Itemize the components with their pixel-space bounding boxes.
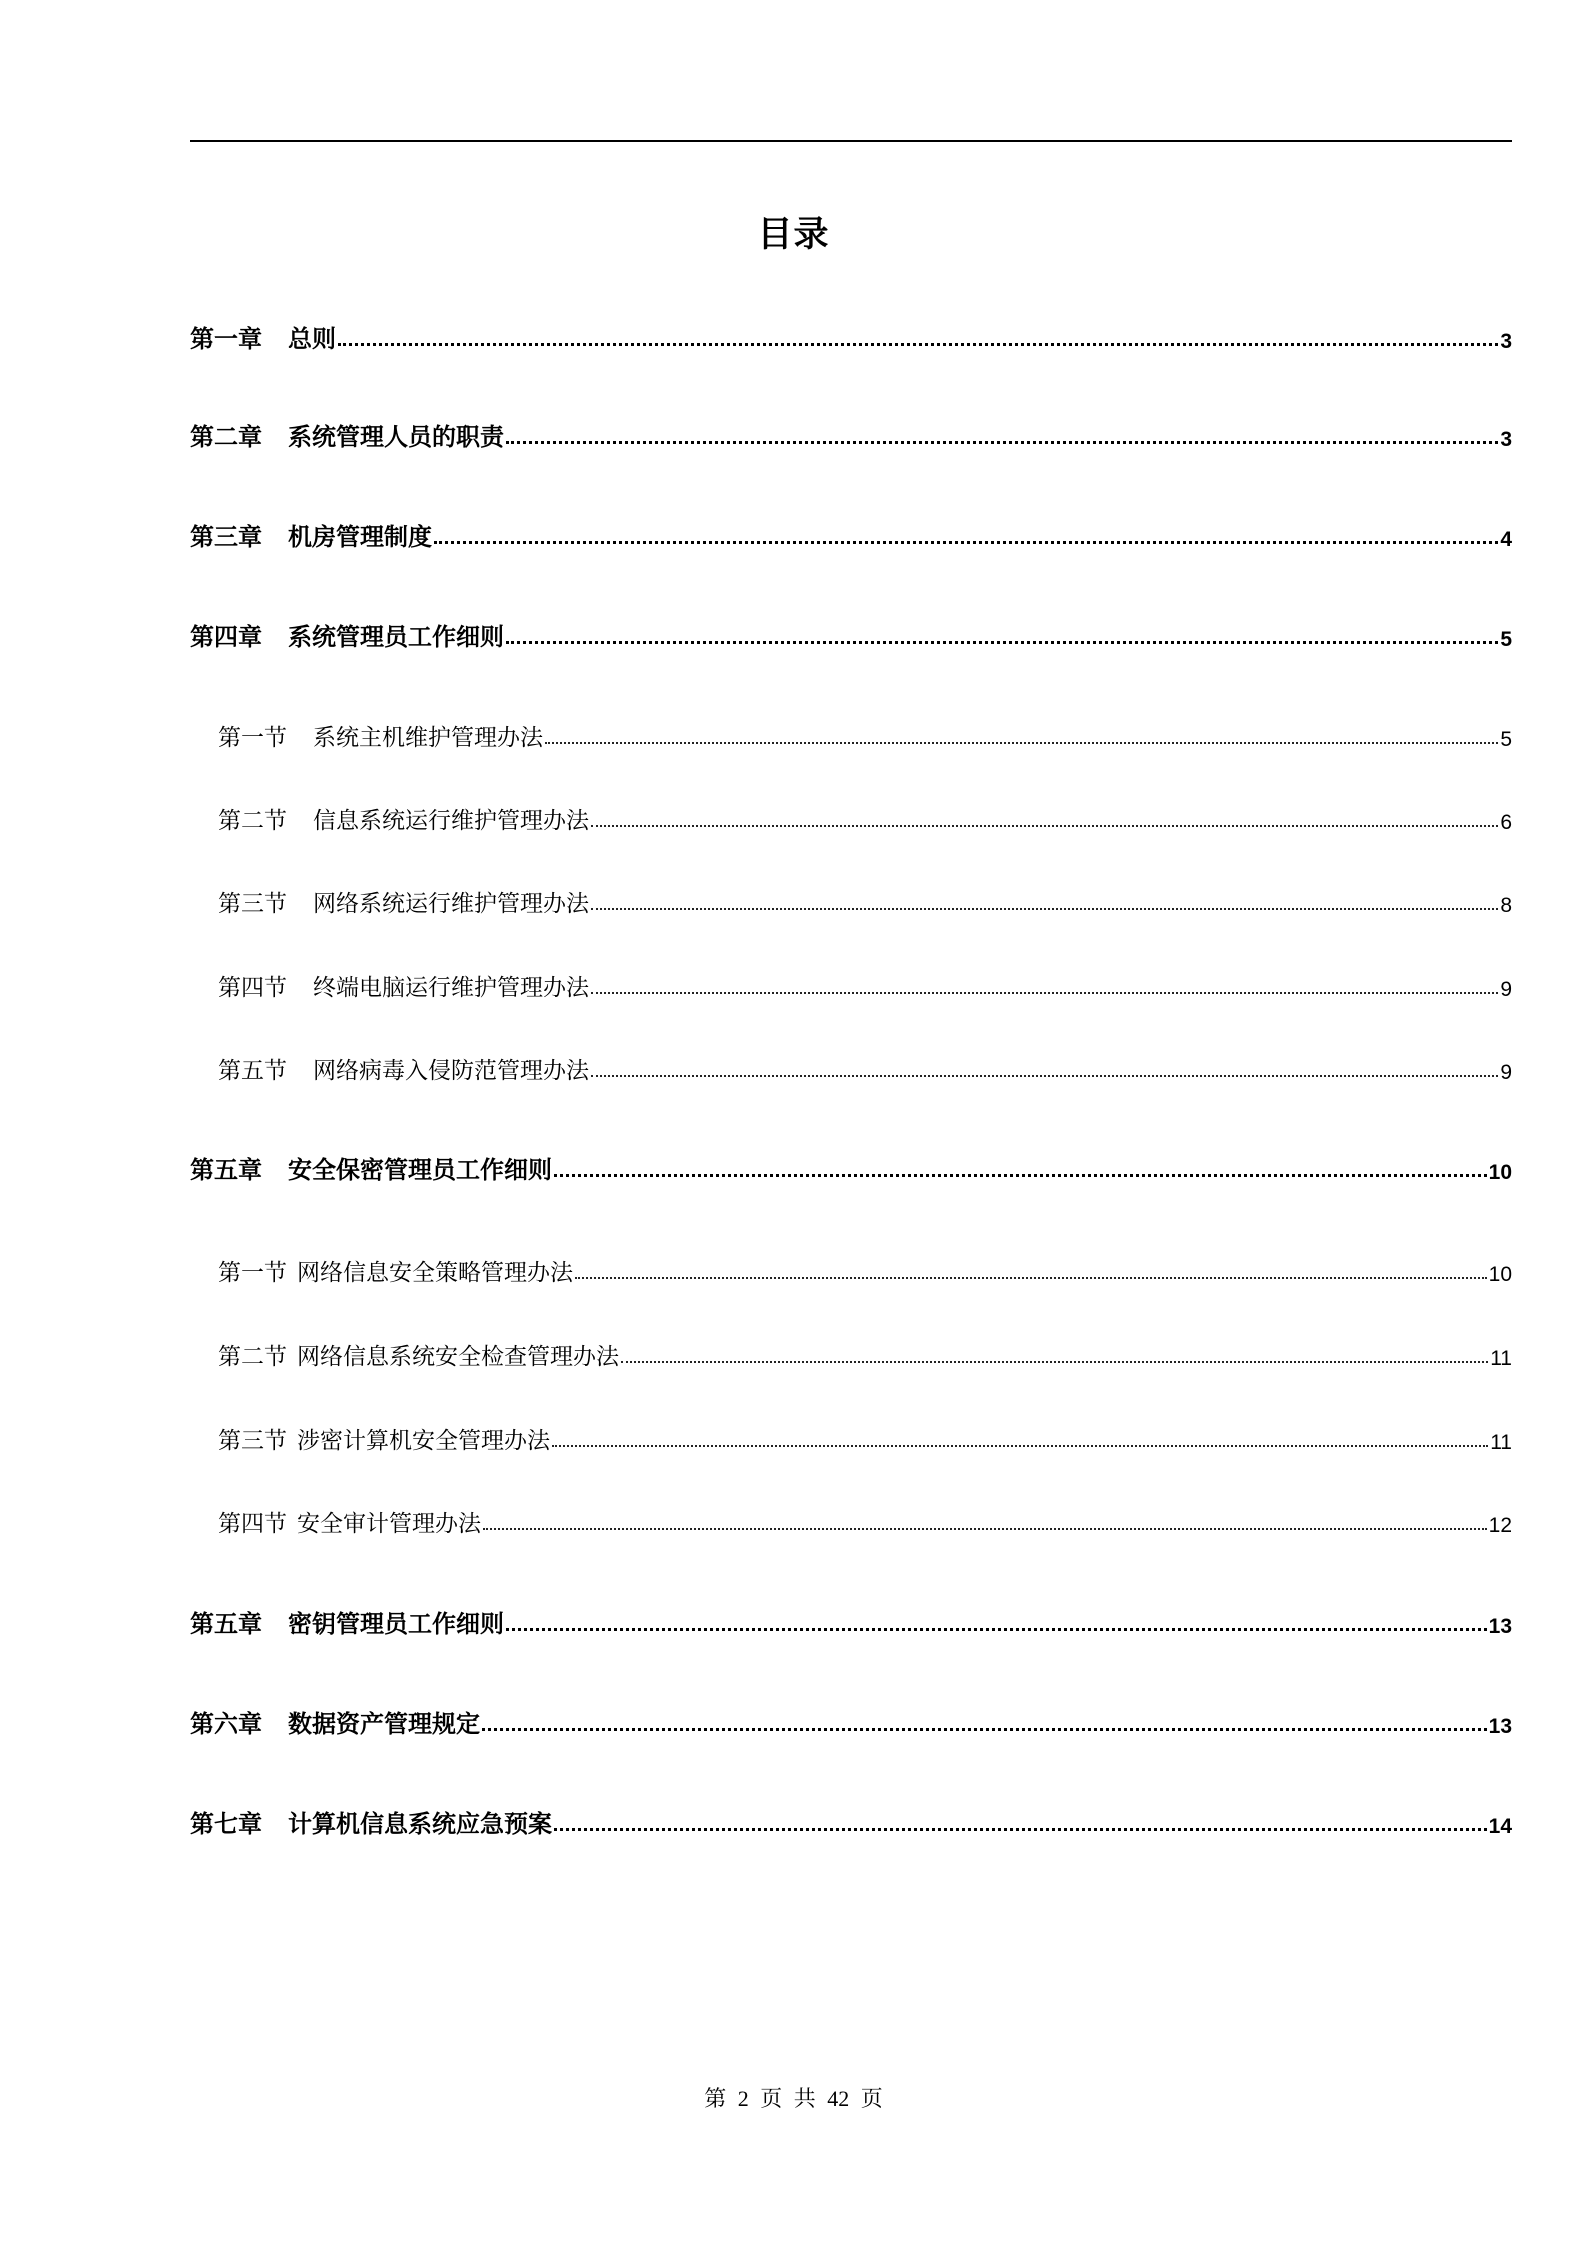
dot-leader — [621, 1361, 1488, 1363]
chapter-title: 安全保密管理员工作细则 — [288, 1156, 552, 1184]
page-number: 4 — [1500, 528, 1512, 551]
toc-chapter-link[interactable] — [190, 1703, 1512, 1739]
chapter-title: 计算机信息系统应急预案 — [288, 1810, 552, 1838]
chapter-number: 第一章 — [190, 325, 262, 353]
section-title: 网络病毒入侵防范管理办法 — [313, 1058, 589, 1084]
toc-section-link[interactable] — [190, 716, 1512, 752]
dot-leader — [591, 908, 1498, 910]
section-number: 第一节 — [218, 725, 287, 751]
page-number: 13 — [1488, 1615, 1512, 1638]
section-number: 第四节 — [218, 1511, 287, 1537]
toc-chapter-link[interactable] — [190, 1149, 1512, 1185]
chapter-number: 第六章 — [190, 1710, 262, 1738]
toc-section-link[interactable] — [190, 1049, 1512, 1085]
page-number: 10 — [1488, 1263, 1512, 1286]
chapter-title: 数据资产管理规定 — [288, 1710, 480, 1738]
section-number: 第二节 — [218, 808, 287, 834]
page-number: 8 — [1500, 894, 1512, 917]
section-title: 网络信息系统安全检查管理办法 — [297, 1344, 619, 1370]
page-number: 13 — [1488, 1715, 1512, 1738]
page-number: 3 — [1500, 428, 1512, 451]
toc-title: 目录 — [757, 215, 830, 255]
section-title: 系统主机维护管理办法 — [313, 725, 543, 751]
header-rule — [190, 140, 1512, 142]
section-number: 第三节 — [218, 891, 287, 917]
section-number: 第一节 — [218, 1260, 287, 1286]
section-title: 终端电脑运行维护管理办法 — [313, 975, 589, 1001]
dot-leader — [591, 1075, 1498, 1077]
page-number: 5 — [1500, 728, 1512, 751]
toc-chapter-link[interactable] — [190, 516, 1512, 552]
page-number: 9 — [1500, 978, 1512, 1001]
page-number: 9 — [1500, 1061, 1512, 1084]
dot-leader — [483, 1528, 1487, 1530]
page-number: 12 — [1488, 1514, 1512, 1537]
chapter-title: 系统管理人员的职责 — [288, 423, 504, 451]
section-number: 第五节 — [218, 1058, 287, 1084]
chapter-number: 第五章 — [190, 1610, 262, 1638]
chapter-number: 第四章 — [190, 623, 262, 651]
page-number: 14 — [1488, 1815, 1512, 1838]
section-number: 第三节 — [218, 1428, 287, 1454]
dot-leader — [482, 1728, 1487, 1731]
chapter-title: 密钥管理员工作细则 — [288, 1610, 504, 1638]
dot-leader — [554, 1174, 1487, 1177]
dot-leader — [506, 641, 1498, 644]
chapter-title: 系统管理员工作细则 — [288, 623, 504, 651]
dot-leader — [506, 441, 1498, 444]
dot-leader — [338, 343, 1498, 346]
page-number: 3 — [1500, 330, 1512, 353]
section-title: 安全审计管理办法 — [297, 1511, 481, 1537]
page-number: 11 — [1490, 1347, 1512, 1370]
section-title: 网络信息安全策略管理办法 — [297, 1260, 573, 1286]
chapter-number: 第三章 — [190, 523, 262, 551]
chapter-number: 第五章 — [190, 1156, 262, 1184]
page-footer: 第 2 页 共 42 页 — [704, 2086, 883, 2111]
page-number: 6 — [1500, 811, 1512, 834]
section-number: 第二节 — [218, 1344, 287, 1370]
page-number: 5 — [1500, 628, 1512, 651]
dot-leader — [575, 1277, 1487, 1279]
chapter-title: 机房管理制度 — [288, 523, 432, 551]
toc-chapter-link[interactable] — [190, 1803, 1512, 1839]
section-title: 涉密计算机安全管理办法 — [297, 1428, 550, 1454]
toc-section-link[interactable] — [190, 966, 1512, 1002]
chapter-title: 总则 — [288, 325, 336, 353]
toc-section-link[interactable] — [190, 1251, 1512, 1287]
section-number: 第四节 — [218, 975, 287, 1001]
toc-chapter-link[interactable] — [190, 318, 1512, 354]
toc-section-link[interactable] — [190, 799, 1512, 835]
dot-leader — [506, 1628, 1487, 1631]
dot-leader — [434, 541, 1498, 544]
section-title: 信息系统运行维护管理办法 — [313, 808, 589, 834]
toc-chapter-link[interactable] — [190, 416, 1512, 452]
section-title: 网络系统运行维护管理办法 — [313, 891, 589, 917]
dot-leader — [552, 1445, 1488, 1447]
toc-chapter-link[interactable] — [190, 616, 1512, 652]
dot-leader — [591, 992, 1498, 994]
dot-leader — [554, 1828, 1487, 1831]
toc-section-link[interactable] — [190, 882, 1512, 918]
toc-chapter-link[interactable] — [190, 1603, 1512, 1639]
chapter-number: 第七章 — [190, 1810, 262, 1838]
toc-section-link[interactable] — [190, 1419, 1512, 1455]
toc-section-link[interactable] — [190, 1335, 1512, 1371]
page-number: 11 — [1490, 1431, 1512, 1454]
page-number: 10 — [1488, 1161, 1512, 1184]
dot-leader — [545, 742, 1498, 744]
dot-leader — [591, 825, 1498, 827]
chapter-number: 第二章 — [190, 423, 262, 451]
toc-section-link[interactable] — [190, 1502, 1512, 1538]
